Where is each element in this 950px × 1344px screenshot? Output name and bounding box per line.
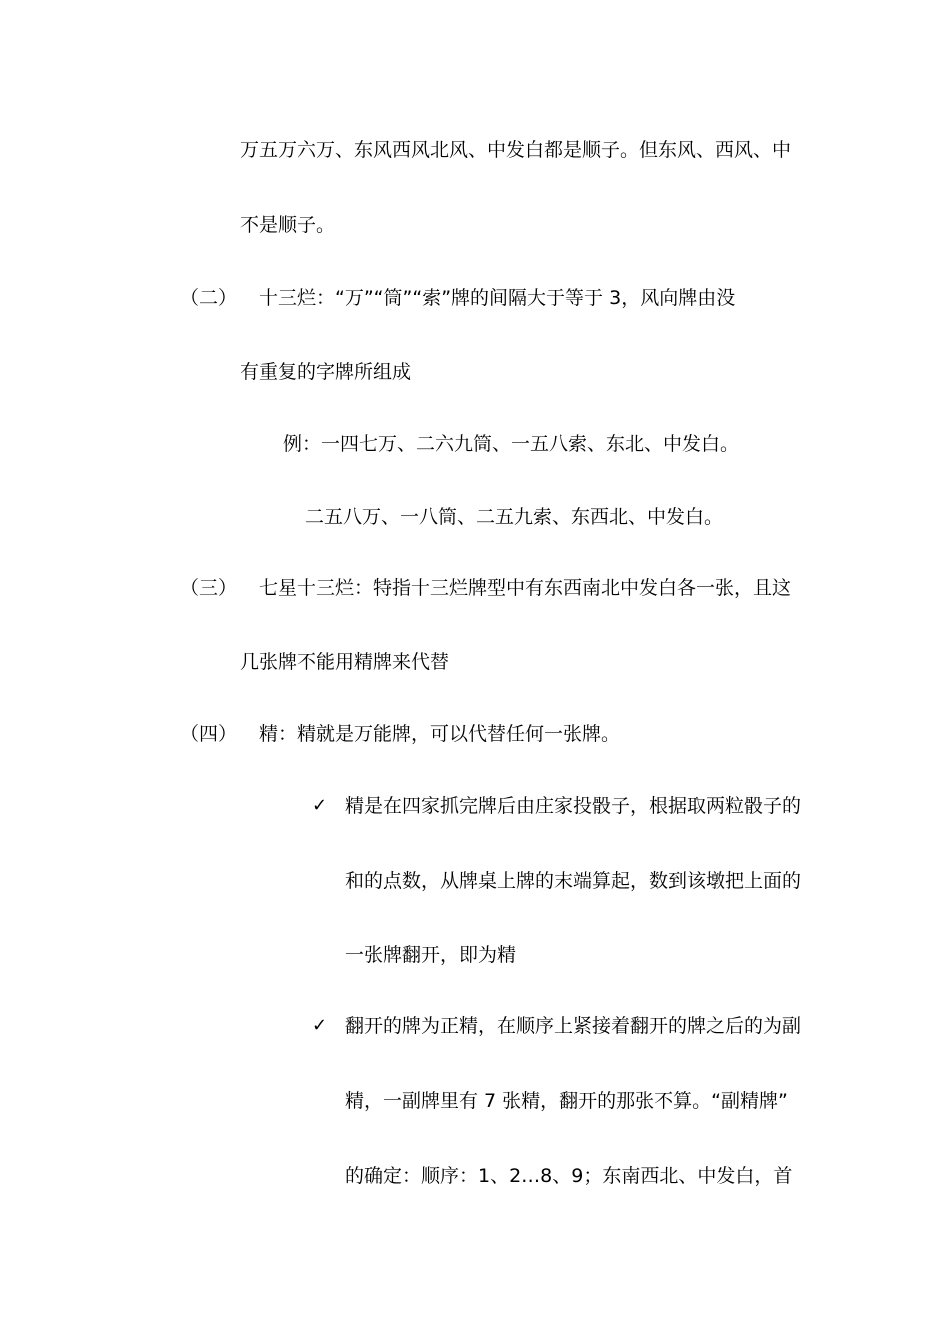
section-3-number: （三）: [180, 577, 238, 599]
checkmark-icon: ✓: [312, 1015, 328, 1036]
checkmark-icon: ✓: [312, 795, 328, 816]
bullet-2-line-3: 的确定：顺序：1、2…8、9；东南西北、中发白，首: [345, 1165, 793, 1187]
section-2-line-1: 十三烂：“万”“筒”“索”牌的间隔大于等于 3，风向牌由没: [259, 287, 736, 309]
section-2-line-2: 有重复的字牌所组成: [240, 361, 412, 383]
bullet-1-line-1: 精是在四家抓完牌后由庄家投骰子，根据取两粒骰子的: [345, 795, 802, 817]
bullet-1-line-3: 一张牌翻开，即为精: [345, 944, 517, 966]
intro-line-2: 不是顺子。: [240, 214, 336, 236]
intro-line-1: 万五万六万、东风西风北风、中发白都是顺子。但东风、西风、中: [240, 139, 792, 161]
section-4-line-1: 精：精就是万能牌，可以代替任何一张牌。: [259, 723, 621, 745]
bullet-2-line-2: 精，一副牌里有 7 张精，翻开的那张不算。“副精牌”: [345, 1090, 788, 1112]
section-3-line-2: 几张牌不能用精牌来代替: [240, 651, 450, 673]
section-2-example-1: 例：一四七万、二六九筒、一五八索、东北、中发白。: [283, 433, 740, 455]
section-2-number: （二）: [180, 287, 238, 309]
bullet-2-line-1: 翻开的牌为正精，在顺序上紧接着翻开的牌之后的为副: [345, 1015, 802, 1037]
section-4-number: （四）: [180, 723, 238, 745]
bullet-1-line-2: 和的点数，从牌桌上牌的末端算起，数到该墩把上面的: [345, 870, 802, 892]
section-2-example-2: 二五八万、一八筒、二五九索、东西北、中发白。: [305, 506, 724, 528]
section-3-line-1: 七星十三烂：特指十三烂牌型中有东西南北中发白各一张，且这: [259, 577, 792, 599]
